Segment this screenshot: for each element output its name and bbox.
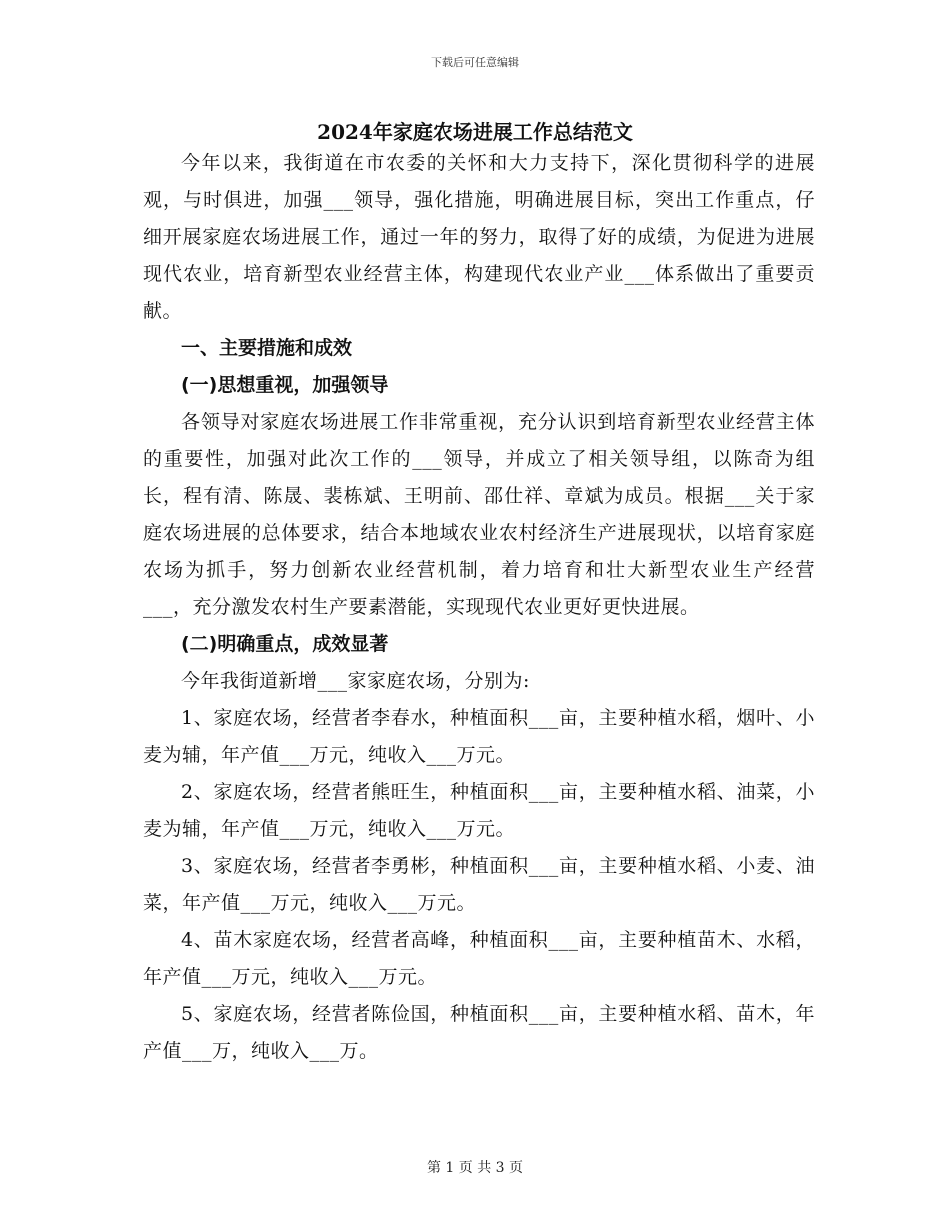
farm-list-item: 2、家庭农场，经营者熊旺生，种植面积___亩，主要种植水稻、油菜，小麦为辅，年产值___万元，纯收入___万元。 <box>143 781 815 840</box>
subsection-heading-priorities: (二)明确重点，成效显著 <box>181 633 389 655</box>
farm-list-item: 3、家庭农场，经营者李勇彬，种植面积___亩，主要种植水稻、小麦、油菜，年产值___万元，纯收入___万元。 <box>143 855 815 914</box>
leadership-paragraph: 各领导对家庭农场进展工作非常重视，充分认识到培育新型农业经营主体的重要性，加强对此次工作的___领导，并成立了相关领导组，以陈奇为组长，程有清、陈晟、裴栋斌、王明前、邵仕祥、章斌为成员。根据___关于家庭农场进展的总体要求，结合本地域农业农村经济生产进展现状，以培育家庭农场为抓手，努力创新农业经营机制，着力培育和壮大新型农业生产经营___，充分激发农村生产要素潜能，实现现代农业更好更快进展。 <box>143 411 815 618</box>
farm-list-item: 1、家庭农场，经营者李春水，种植面积___亩，主要种植水稻，烟叶、小麦为辅，年产值___万元，纯收入___万元。 <box>143 707 815 766</box>
subsection-heading-leadership: (一)思想重视，加强领导 <box>181 374 389 396</box>
section-heading-measures: 一、主要措施和成效 <box>181 337 353 359</box>
farm-list-item: 4、苗木家庭农场，经营者高峰，种植面积___亩，主要种植苗木、水稻，年产值___万元，纯收入___万元。 <box>143 929 815 988</box>
page-indicator: 第 1 页 共 3 页 <box>426 1160 524 1176</box>
farm-list-item: 5、家庭农场，经营者陈俭国，种植面积___亩，主要种植水稻、苗木，年产值___万，纯收入___万。 <box>143 1003 815 1062</box>
document-body <box>143 145 815 1070</box>
header-note: 下载后可任意编辑 <box>431 56 519 69</box>
document-title: 2024年家庭农场进展工作总结范文 <box>317 120 633 144</box>
intro-paragraph: 今年以来，我街道在市农委的关怀和大力支持下，深化贯彻科学的进展观，与时俱进，加强___领导，强化措施，明确进展目标，突出工作重点，仔细开展家庭农场进展工作，通过一年的努力，取得了好的成绩，为促进为进展现代农业，培育新型农业经营主体，构建现代农业产业___体系做出了重要贡献。 <box>143 152 815 322</box>
new-farms-intro: 今年我街道新增___家家庭农场，分别为: <box>181 670 530 692</box>
